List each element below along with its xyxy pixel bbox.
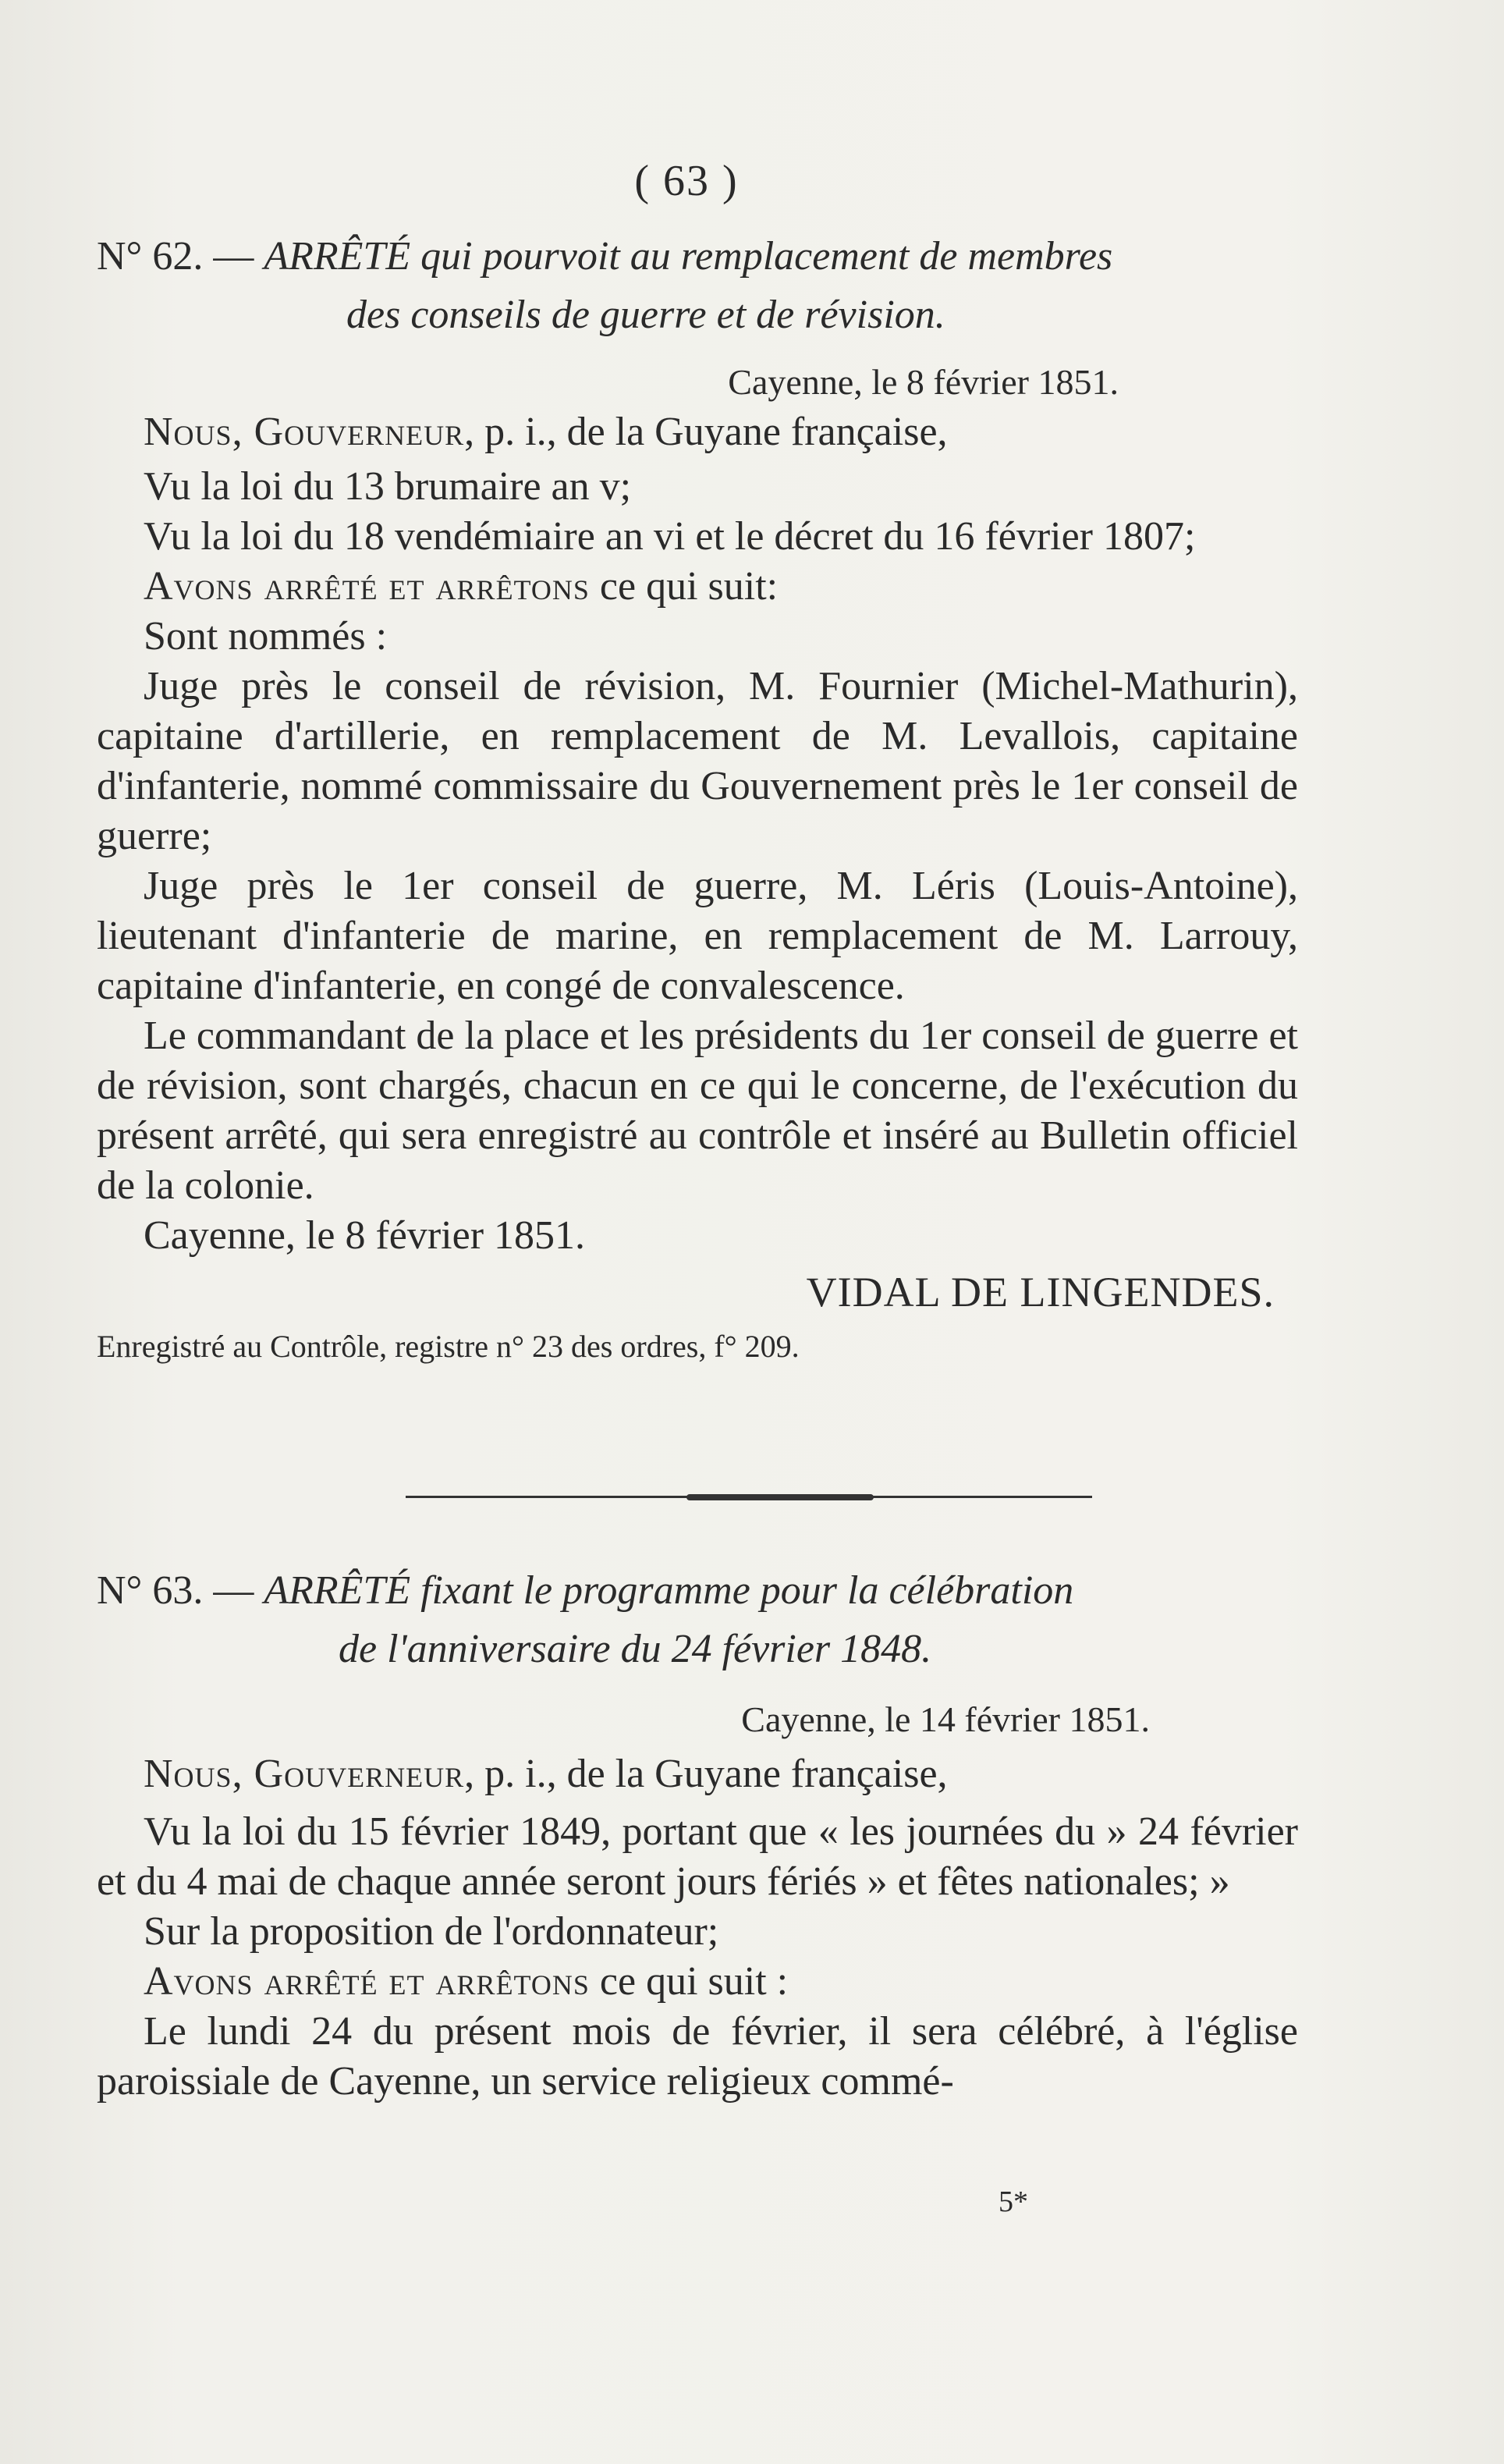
section-62-date: Cayenne, le 8 février 1851.	[728, 362, 1119, 402]
section-63-title-line1: ARRÊTÉ fixant le programme pour la célébration	[264, 1568, 1074, 1613]
section-62-vu-1: Vu la loi du 13 brumaire an v;	[144, 464, 632, 509]
section-62-avons: Avons arrêté et arrêtons ce qui suit:	[144, 564, 779, 609]
section-62-closing-date: Cayenne, le 8 février 1851.	[144, 1213, 586, 1258]
section-62-registration: Enregistré au Contrôle, registre n° 23 des ordres, f° 209.	[97, 1329, 800, 1364]
section-62-signature: VIDAL DE LINGENDES.	[806, 1269, 1275, 1315]
section-62-sont-nommes: Sont nommés :	[144, 614, 388, 659]
section-63-lundi: Le lundi 24 du présent mois de février, il sera célébré, à l'église paroissiale de Cayenne, un service religieux commé-	[97, 2009, 1298, 2104]
section-62-juge-2: Juge près le 1er conseil de guerre, M. Léris (Louis-Antoine), lieutenant d'infanterie de marine, en remplacement de M. Larrouy, capitaine d'infanterie, en congé de convalescence.	[97, 864, 1298, 1008]
signature-mark: 5*	[999, 2185, 1028, 2218]
section-63-title-line2: de l'anniversaire du 24 février 1848.	[339, 1627, 932, 1671]
section-63-proposition: Sur la proposition de l'ordonnateur;	[144, 1909, 719, 1954]
section-63-avons: Avons arrêté et arrêtons ce qui suit :	[144, 1959, 789, 2004]
section-62-juge-1: Juge près le conseil de révision, M. Fournier (Michel-Mathurin), capitaine d'artillerie, en remplacement de M. Levallois, capitaine d'infanterie, nommé commissaire du Gouvernement près le 1er conseil de guerre;	[97, 664, 1298, 858]
section-63-number: N° 63. —	[97, 1568, 254, 1613]
section-62-preamble: Nous, Gouverneur, p. i., de la Guyane française,	[144, 410, 948, 454]
section-63-vu: Vu la loi du 15 février 1849, portant que « les journées du » 24 février et du 4 mai de chaque année seront jours fériés » et fêtes nationales; »	[97, 1809, 1298, 1904]
section-62-number: N° 62. —	[97, 234, 254, 279]
section-63-preamble: Nous, Gouverneur, p. i., de la Guyane française,	[144, 1752, 948, 1796]
page-number: ( 63 )	[634, 157, 739, 205]
section-divider	[406, 1492, 1092, 1503]
section-63	[97, 1560, 1298, 2107]
section-63-date: Cayenne, le 14 février 1851.	[741, 1699, 1150, 1739]
section-63-heading	[97, 1560, 1298, 1621]
section-62-title-line2: des conseils de guerre et de révision.	[346, 293, 945, 337]
section-62-title-line1: ARRÊTÉ qui pourvoit au remplacement de membres	[264, 234, 1113, 279]
section-62-vu-2: Vu la loi du 18 vendémiaire an vi et le décret du 16 février 1807;	[144, 514, 1196, 559]
section-62-heading	[97, 226, 1298, 287]
section-62	[97, 226, 1298, 1370]
section-62-commandant: Le commandant de la place et les présidents du 1er conseil de guerre et de révision, sont chargés, chacun en ce qui le concerne, de l'exécution du présent arrêté, qui sera enregistré au contrôle et inséré au Bulletin officiel de la colonie.	[97, 1014, 1298, 1208]
